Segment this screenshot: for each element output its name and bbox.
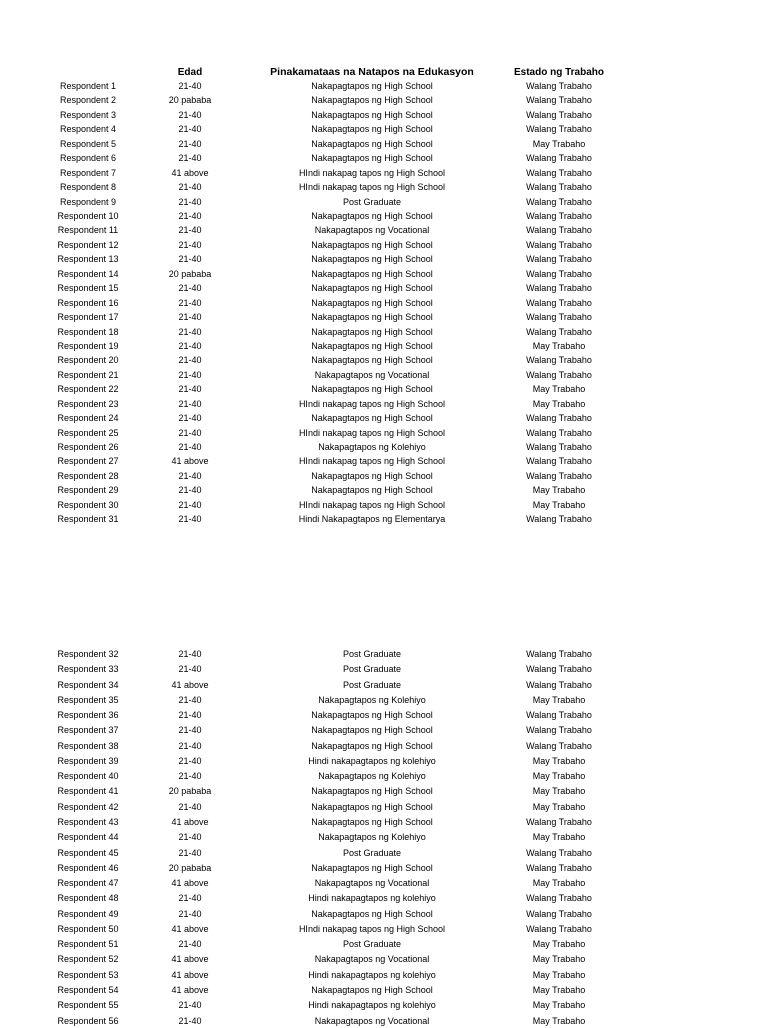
cell-edukasyon: Nakapagtapos ng High School <box>311 984 433 995</box>
cell-estado: Walang Trabaho <box>526 923 592 934</box>
cell-edad: 21-40 <box>178 196 202 207</box>
respondent-name: Respondent 51 <box>57 939 119 950</box>
header-estado: Estado ng Trabaho <box>513 67 604 78</box>
cell-edad: 21-40 <box>178 1015 202 1026</box>
respondent-name: Respondent 31 <box>57 514 119 525</box>
cell-edukasyon: HIndi nakapag tapos ng High School <box>298 923 446 934</box>
respondent-name: Respondent 48 <box>57 893 119 904</box>
cell-estado: May Trabaho <box>532 878 586 888</box>
cell-edukasyon: Nakapagtapos ng High School <box>311 340 433 351</box>
cell-edukasyon: Post Graduate <box>342 649 402 659</box>
cell-edad: 21-40 <box>178 771 202 782</box>
respondent-name: Respondent 23 <box>57 398 119 409</box>
table-row <box>0 908 768 921</box>
cell-estado: Walang Trabaho <box>526 908 592 919</box>
respondent-name: Respondent 17 <box>57 312 119 322</box>
cell-edukasyon: Nakapagtapos ng High School <box>311 297 433 308</box>
cell-estado: Walang Trabaho <box>526 847 592 858</box>
cell-edad: 21-40 <box>178 225 202 236</box>
table-row <box>0 694 768 707</box>
cell-estado: May Trabaho <box>532 694 586 705</box>
cell-estado: Walang Trabaho <box>526 109 592 120</box>
cell-estado: May Trabaho <box>532 771 586 782</box>
cell-estado: May Trabaho <box>532 340 586 351</box>
cell-edad: 21-40 <box>178 740 202 751</box>
cell-edukasyon: Nakapagtapos ng High School <box>311 254 433 265</box>
cell-edad: 21-40 <box>178 239 202 250</box>
cell-edukasyon: Nakapagtapos ng High School <box>311 413 433 424</box>
cell-edad: 21-40 <box>178 326 202 337</box>
respondent-name: Respondent 38 <box>57 740 119 751</box>
cell-edukasyon: HIndi nakapag tapos ng High School <box>298 499 446 510</box>
respondent-name: Respondent 2 <box>59 95 117 106</box>
respondent-name: Respondent 5 <box>59 138 117 149</box>
cell-edad: 21-40 <box>178 710 202 721</box>
cell-edad: 41 above <box>171 456 209 467</box>
respondent-name: Respondent 1 <box>59 81 117 91</box>
cell-estado: Walang Trabaho <box>526 725 592 736</box>
cell-edad: 21-40 <box>178 893 202 904</box>
table-row <box>0 369 768 382</box>
cell-estado: May Trabaho <box>532 138 586 149</box>
cell-estado: Walang Trabaho <box>526 817 592 827</box>
table-row <box>0 80 768 93</box>
respondent-name: Respondent 20 <box>57 355 119 366</box>
cell-edukasyon: Post Graduate <box>342 847 402 858</box>
cell-estado: May Trabaho <box>532 1015 586 1026</box>
cell-estado: May Trabaho <box>532 755 586 766</box>
cell-edad: 21-40 <box>178 1000 202 1011</box>
respondent-name: Respondent 49 <box>57 908 119 919</box>
cell-estado: Walang Trabaho <box>526 124 592 135</box>
table-row <box>0 383 768 396</box>
cell-edukasyon: Post Graduate <box>342 939 402 950</box>
cell-estado: Walang Trabaho <box>526 710 592 721</box>
cell-estado: Walang Trabaho <box>526 268 592 279</box>
cell-estado: Walang Trabaho <box>526 679 592 690</box>
cell-edukasyon: Nakapagtapos ng Kolehiyo <box>318 832 426 843</box>
table-row <box>0 239 768 252</box>
cell-edukasyon: Nakapagtapos ng High School <box>311 817 433 827</box>
table-row <box>0 282 768 295</box>
respondent-name: Respondent 50 <box>57 923 119 934</box>
table-row <box>0 999 768 1012</box>
respondent-name: Respondent 16 <box>57 297 119 308</box>
cell-edukasyon: HIndi nakapag tapos ng High School <box>298 427 446 438</box>
cell-edad: 21-40 <box>178 847 202 858</box>
cell-estado: May Trabaho <box>532 939 586 950</box>
cell-edad: 21-40 <box>178 340 202 351</box>
table-row <box>0 862 768 875</box>
table-row <box>0 152 768 165</box>
table-row <box>0 311 768 324</box>
cell-edukasyon: Post Graduate <box>342 679 402 690</box>
cell-edad: 41 above <box>171 954 209 965</box>
cell-edad: 21-40 <box>178 254 202 265</box>
cell-edad: 41 above <box>171 167 209 178</box>
cell-edukasyon: Nakapagtapos ng High School <box>311 355 433 366</box>
cell-edukasyon: Nakapagtapos ng High School <box>311 138 433 149</box>
cell-estado: Walang Trabaho <box>526 167 592 178</box>
cell-edad: 21-40 <box>178 384 202 395</box>
cell-edukasyon: Nakapagtapos ng High School <box>311 211 433 221</box>
cell-edukasyon: Nakapagtapos ng Kolehiyo <box>318 442 426 452</box>
cell-estado: Walang Trabaho <box>526 297 592 308</box>
cell-edad: 41 above <box>171 984 209 995</box>
table-row <box>0 470 768 483</box>
cell-edukasyon: Nakapagtapos ng Kolehiyo <box>318 771 426 782</box>
cell-estado: Walang Trabaho <box>526 664 592 675</box>
respondent-name: Respondent 30 <box>57 499 119 510</box>
table-row <box>0 740 768 753</box>
respondent-name: Respondent 26 <box>57 442 119 452</box>
respondent-name: Respondent 29 <box>57 485 119 496</box>
cell-edukasyon: HIndi nakapag tapos ng High School <box>298 456 446 467</box>
cell-edad: 20 pababa <box>168 862 212 873</box>
table-row <box>0 123 768 136</box>
cell-edad: 21-40 <box>178 153 202 164</box>
table-row <box>0 167 768 180</box>
cell-estado: Walang Trabaho <box>526 153 592 164</box>
cell-edukasyon: Nakapagtapos ng High School <box>311 740 433 751</box>
cell-edad: 21-40 <box>178 182 202 193</box>
table-row <box>0 268 768 281</box>
table-row <box>0 398 768 411</box>
cell-edad: 21-40 <box>178 138 202 149</box>
cell-edad: 41 above <box>171 878 209 888</box>
cell-estado: Walang Trabaho <box>526 369 592 380</box>
table-row <box>0 679 768 692</box>
cell-edad: 41 above <box>171 923 209 934</box>
respondent-name: Respondent 19 <box>57 340 119 351</box>
cell-edad: 21-40 <box>178 755 202 766</box>
table-row <box>0 455 768 468</box>
table-row <box>0 709 768 722</box>
cell-edukasyon: Nakapagtapos ng High School <box>311 908 433 919</box>
respondent-name: Respondent 8 <box>59 182 117 193</box>
respondent-name: Respondent 53 <box>57 969 119 980</box>
table-row <box>0 953 768 966</box>
table-row <box>0 441 768 454</box>
table-row <box>0 831 768 844</box>
cell-estado: Walang Trabaho <box>526 95 592 106</box>
cell-estado: Walang Trabaho <box>526 81 592 91</box>
cell-edad: 21-40 <box>178 832 202 843</box>
table-row <box>0 354 768 367</box>
cell-edad: 21-40 <box>178 649 202 659</box>
respondent-name: Respondent 13 <box>57 254 119 265</box>
cell-estado: Walang Trabaho <box>526 649 592 659</box>
respondent-name: Respondent 9 <box>59 196 117 207</box>
cell-edad: 21-40 <box>178 124 202 135</box>
cell-edukasyon: Hindi nakapagtapos ng kolehiyo <box>308 969 436 980</box>
cell-edad: 21-40 <box>178 283 202 294</box>
table-row <box>0 755 768 768</box>
cell-edukasyon: HIndi nakapag tapos ng High School <box>298 167 446 178</box>
table-row <box>0 892 768 905</box>
cell-estado: Walang Trabaho <box>526 326 592 337</box>
cell-estado: Walang Trabaho <box>526 283 592 294</box>
cell-estado: May Trabaho <box>532 786 586 797</box>
respondent-name: Respondent 33 <box>57 664 119 675</box>
cell-estado: May Trabaho <box>532 969 586 980</box>
cell-edukasyon: Nakapagtapos ng High School <box>311 312 433 322</box>
table-row <box>0 94 768 107</box>
cell-edad: 21-40 <box>178 514 202 525</box>
cell-edukasyon: Nakapagtapos ng Kolehiyo <box>318 694 426 705</box>
cell-estado: May Trabaho <box>532 954 586 965</box>
cell-edad: 21-40 <box>178 312 202 322</box>
table-row <box>0 499 768 512</box>
table-row <box>0 253 768 266</box>
respondent-name: Respondent 42 <box>57 801 119 812</box>
respondent-name: Respondent 27 <box>57 456 119 467</box>
cell-estado: May Trabaho <box>532 485 586 496</box>
table-row <box>0 816 768 829</box>
cell-edad: 21-40 <box>178 369 202 380</box>
cell-edad: 21-40 <box>178 939 202 950</box>
respondent-name: Respondent 37 <box>57 725 119 736</box>
table-row <box>0 181 768 194</box>
respondent-name: Respondent 12 <box>57 239 119 250</box>
table-row <box>0 484 768 497</box>
table-row <box>0 938 768 951</box>
cell-estado: Walang Trabaho <box>526 182 592 193</box>
respondent-name: Respondent 44 <box>57 832 119 843</box>
table-row <box>0 210 768 223</box>
respondent-name: Respondent 11 <box>57 225 119 236</box>
table-row <box>0 770 768 783</box>
cell-estado: Walang Trabaho <box>526 514 592 525</box>
respondent-name: Respondent 22 <box>57 384 119 395</box>
cell-estado: May Trabaho <box>532 384 586 395</box>
cell-edukasyon: Hindi Nakapagtapos ng Elementarya <box>298 514 446 525</box>
cell-edukasyon: Nakapagtapos ng High School <box>311 485 433 496</box>
cell-edad: 21-40 <box>178 109 202 120</box>
cell-edukasyon: Nakapagtapos ng Vocational <box>314 369 430 380</box>
table-row <box>0 340 768 353</box>
cell-estado: May Trabaho <box>532 832 586 843</box>
respondent-name: Respondent 15 <box>57 283 119 294</box>
table-row <box>0 923 768 936</box>
respondent-name: Respondent 36 <box>57 710 119 721</box>
cell-edad: 21-40 <box>178 211 202 221</box>
cell-edad: 21-40 <box>178 355 202 366</box>
cell-edukasyon: Nakapagtapos ng High School <box>311 862 433 873</box>
respondent-name: Respondent 52 <box>57 954 119 965</box>
table-row <box>0 427 768 440</box>
cell-estado: Walang Trabaho <box>526 862 592 873</box>
cell-edukasyon: Nakapagtapos ng High School <box>311 725 433 736</box>
cell-edukasyon: Nakapagtapos ng Vocational <box>314 954 430 965</box>
cell-edad: 20 pababa <box>168 786 212 797</box>
cell-edukasyon: Nakapagtapos ng High School <box>311 801 433 812</box>
cell-edukasyon: Nakapagtapos ng Vocational <box>314 1015 430 1026</box>
cell-edad: 21-40 <box>178 427 202 438</box>
respondent-name: Respondent 3 <box>59 109 117 120</box>
cell-edukasyon: Nakapagtapos ng High School <box>311 81 433 91</box>
cell-estado: May Trabaho <box>532 801 586 812</box>
table-row <box>0 513 768 526</box>
respondent-name: Respondent 32 <box>57 649 119 659</box>
respondent-name: Respondent 25 <box>57 427 119 438</box>
cell-edukasyon: Nakapagtapos ng High School <box>311 124 433 135</box>
cell-edukasyon: Nakapagtapos ng High School <box>311 95 433 106</box>
table-row <box>0 138 768 151</box>
respondent-name: Respondent 55 <box>57 1000 119 1011</box>
respondent-name: Respondent 45 <box>57 847 119 858</box>
respondent-name: Respondent 43 <box>57 817 119 827</box>
cell-edukasyon: Nakapagtapos ng High School <box>311 109 433 120</box>
cell-edad: 21-40 <box>178 694 202 705</box>
respondent-name: Respondent 41 <box>57 786 119 797</box>
cell-edukasyon: Post Graduate <box>342 664 402 675</box>
cell-edukasyon: Nakapagtapos ng High School <box>311 268 433 279</box>
table-row <box>0 1015 768 1028</box>
cell-edad: 21-40 <box>178 81 202 91</box>
table-row <box>0 847 768 860</box>
table-row <box>0 326 768 339</box>
cell-estado: May Trabaho <box>532 1000 586 1011</box>
cell-edukasyon: Hindi nakapagtapos ng kolehiyo <box>308 755 436 766</box>
cell-edad: 21-40 <box>178 801 202 812</box>
respondent-name: Respondent 24 <box>57 413 119 424</box>
cell-edukasyon: Nakapagtapos ng High School <box>311 239 433 250</box>
cell-edukasyon: Nakapagtapos ng High School <box>311 470 433 481</box>
cell-estado: Walang Trabaho <box>526 355 592 366</box>
cell-edukasyon: Nakapagtapos ng High School <box>311 326 433 337</box>
cell-edad: 21-40 <box>178 664 202 675</box>
table-row <box>0 984 768 997</box>
respondent-name: Respondent 18 <box>57 326 119 337</box>
cell-edad: 41 above <box>171 817 209 827</box>
respondent-name: Respondent 28 <box>57 470 119 481</box>
cell-estado: Walang Trabaho <box>526 211 592 221</box>
cell-estado: Walang Trabaho <box>526 740 592 751</box>
respondent-name: Respondent 4 <box>59 124 117 135</box>
respondent-name: Respondent 46 <box>57 862 119 873</box>
respondent-name: Respondent 47 <box>57 878 119 888</box>
table-row <box>0 109 768 122</box>
cell-edukasyon: Hindi nakapagtapos ng kolehiyo <box>308 1000 436 1011</box>
respondent-name: Respondent 34 <box>57 679 119 690</box>
cell-edad: 21-40 <box>178 485 202 496</box>
respondent-name: Respondent 7 <box>59 167 117 178</box>
cell-edad: 21-40 <box>178 413 202 424</box>
cell-edad: 21-40 <box>178 398 202 409</box>
cell-estado: Walang Trabaho <box>526 893 592 904</box>
table-row <box>0 663 768 676</box>
respondent-name: Respondent 54 <box>57 984 119 995</box>
cell-estado: May Trabaho <box>532 499 586 510</box>
table-row <box>0 297 768 310</box>
cell-edad: 21-40 <box>178 908 202 919</box>
table-row <box>0 224 768 237</box>
respondent-name: Respondent 40 <box>57 771 119 782</box>
table-row <box>0 785 768 798</box>
respondent-name: Respondent 35 <box>57 694 119 705</box>
cell-edukasyon: Nakapagtapos ng Vocational <box>314 878 430 888</box>
cell-estado: Walang Trabaho <box>526 239 592 250</box>
respondent-name: Respondent 21 <box>57 369 119 380</box>
cell-edad: 21-40 <box>178 297 202 308</box>
table-row <box>0 877 768 890</box>
cell-edad: 41 above <box>171 679 209 690</box>
cell-edad: 21-40 <box>178 725 202 736</box>
respondent-name: Respondent 14 <box>57 268 119 279</box>
cell-edukasyon: HIndi nakapag tapos ng High School <box>298 398 446 409</box>
cell-edad: 21-40 <box>178 442 202 452</box>
cell-edukasyon: Nakapagtapos ng Vocational <box>314 225 430 236</box>
table-row <box>0 648 768 661</box>
cell-edad: 20 pababa <box>168 268 212 279</box>
cell-edukasyon: Hindi nakapagtapos ng kolehiyo <box>308 893 436 904</box>
cell-edad: 21-40 <box>178 470 202 481</box>
cell-estado: May Trabaho <box>532 398 586 409</box>
cell-estado: May Trabaho <box>532 984 586 995</box>
cell-estado: Walang Trabaho <box>526 225 592 236</box>
table-row <box>0 196 768 209</box>
cell-edukasyon: Nakapagtapos ng High School <box>311 283 433 294</box>
respondent-name: Respondent 39 <box>57 755 119 766</box>
cell-edad: 41 above <box>171 969 209 980</box>
table-row <box>0 724 768 737</box>
table-row <box>0 412 768 425</box>
cell-edad: 21-40 <box>178 499 202 510</box>
cell-estado: Walang Trabaho <box>526 254 592 265</box>
cell-edad: 20 pababa <box>168 95 212 106</box>
table-row <box>0 969 768 982</box>
respondent-name: Respondent 56 <box>57 1015 119 1026</box>
cell-edukasyon: HIndi nakapag tapos ng High School <box>298 182 446 193</box>
respondent-name: Respondent 10 <box>57 211 119 221</box>
cell-edukasyon: Nakapagtapos ng High School <box>311 384 433 395</box>
table-row <box>0 801 768 814</box>
cell-edukasyon: Nakapagtapos ng High School <box>311 786 433 797</box>
cell-estado: Walang Trabaho <box>526 442 592 452</box>
cell-estado: Walang Trabaho <box>526 413 592 424</box>
cell-estado: Walang Trabaho <box>526 456 592 467</box>
cell-edukasyon: Post Graduate <box>342 196 402 207</box>
cell-edukasyon: Nakapagtapos ng High School <box>311 710 433 721</box>
cell-estado: Walang Trabaho <box>526 312 592 322</box>
cell-estado: Walang Trabaho <box>526 470 592 481</box>
header-edad: Edad <box>177 67 203 78</box>
cell-edukasyon: Nakapagtapos ng High School <box>311 153 433 164</box>
header-edukasyon: Pinakamataas na Natapos na Edukasyon <box>270 66 474 78</box>
respondent-name: Respondent 6 <box>59 153 117 164</box>
cell-estado: Walang Trabaho <box>526 196 592 207</box>
cell-estado: Walang Trabaho <box>526 427 592 438</box>
